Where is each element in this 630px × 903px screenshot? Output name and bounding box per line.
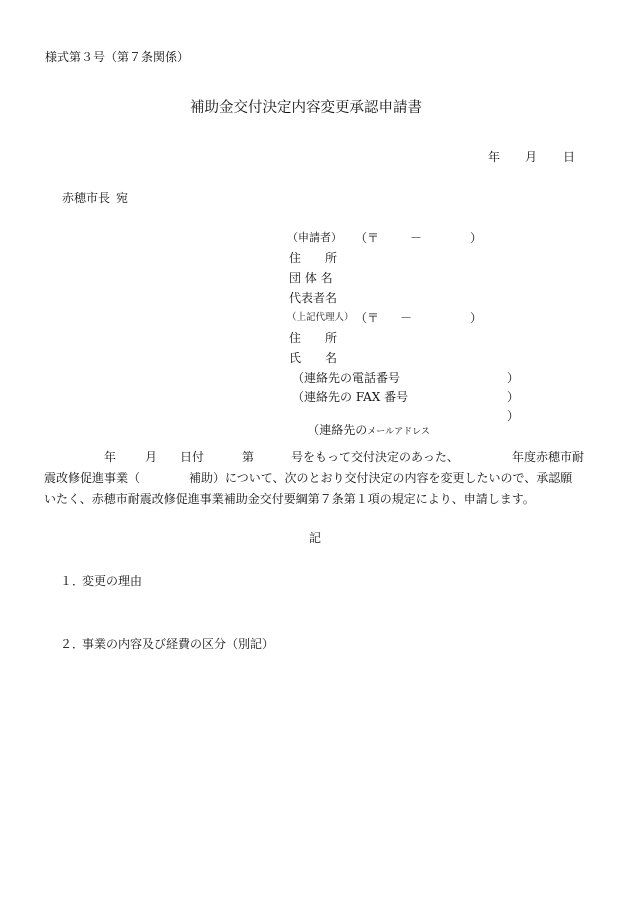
date-month: 月 [525, 150, 538, 164]
contact-email-small: メールアドレス [367, 427, 430, 438]
body-number: 第 [242, 450, 255, 464]
body-line3: いたく、赤穂市耐震改修促進事業補助金交付要綱第７条第１項の規定により、申請します。 [44, 492, 535, 506]
contact-phone-label: （連絡先の電話番号 [292, 371, 401, 385]
applicant-address-label: 住 所 [289, 251, 338, 265]
addressee-honorific: 宛 [116, 191, 129, 205]
body-phrase1: 号をもって交付決定のあった、 [291, 450, 459, 464]
contact-email-prefix: （連絡先の [307, 423, 368, 438]
applicant-postal-close: ） [470, 231, 483, 245]
contact-email-label [292, 409, 430, 453]
applicant-representative-label: 代表者名 [289, 291, 338, 305]
date-year: 年 [488, 150, 501, 164]
contact-phone-close: ） [507, 371, 520, 385]
proxy-postal-open: （〒 [355, 311, 380, 325]
applicant-label: （申請者） [287, 231, 342, 244]
contact-email-close: ） [507, 409, 520, 423]
body-year: 年 [104, 450, 117, 464]
contact-fax-label: （連絡先の FAX 番号 [292, 390, 409, 404]
item-1-text: 変更の理由 [82, 574, 143, 588]
contact-fax-close: ） [507, 390, 520, 404]
proxy-postal-dash: － [400, 311, 413, 325]
body-line2-b: 補助）について、次のとおり交付決定の内容を変更したいので、承認願 [189, 471, 573, 485]
proxy-address-label: 住 所 [289, 331, 338, 345]
body-line2-a: 震改修促進事業（ [44, 471, 141, 485]
ki-heading: 記 [309, 531, 322, 545]
document-title: 補助金交付決定内容変更承認申請書 [190, 100, 422, 116]
applicant-postal-open: （〒 [355, 231, 380, 245]
body-month: 月 [145, 450, 158, 464]
body-fiscal: 年度赤穂市耐 [512, 450, 585, 464]
body-day: 日付 [180, 450, 205, 464]
proxy-label: （上記代理人） [287, 312, 354, 323]
addressee-name: 赤穂市長 [62, 191, 111, 205]
form-number: 様式第３号（第７条関係） [45, 50, 190, 64]
item-2-text: 事業の内容及び経費の区分（別記） [82, 637, 275, 651]
item-1-number: １． [60, 574, 85, 588]
item-2-number: ２． [60, 637, 85, 651]
applicant-group-label: 団 体 名 [289, 271, 333, 285]
proxy-postal-close: ） [470, 311, 483, 325]
date-day: 日 [563, 150, 576, 164]
applicant-postal-dash: － [410, 231, 423, 245]
proxy-name-label: 氏 名 [289, 351, 338, 365]
